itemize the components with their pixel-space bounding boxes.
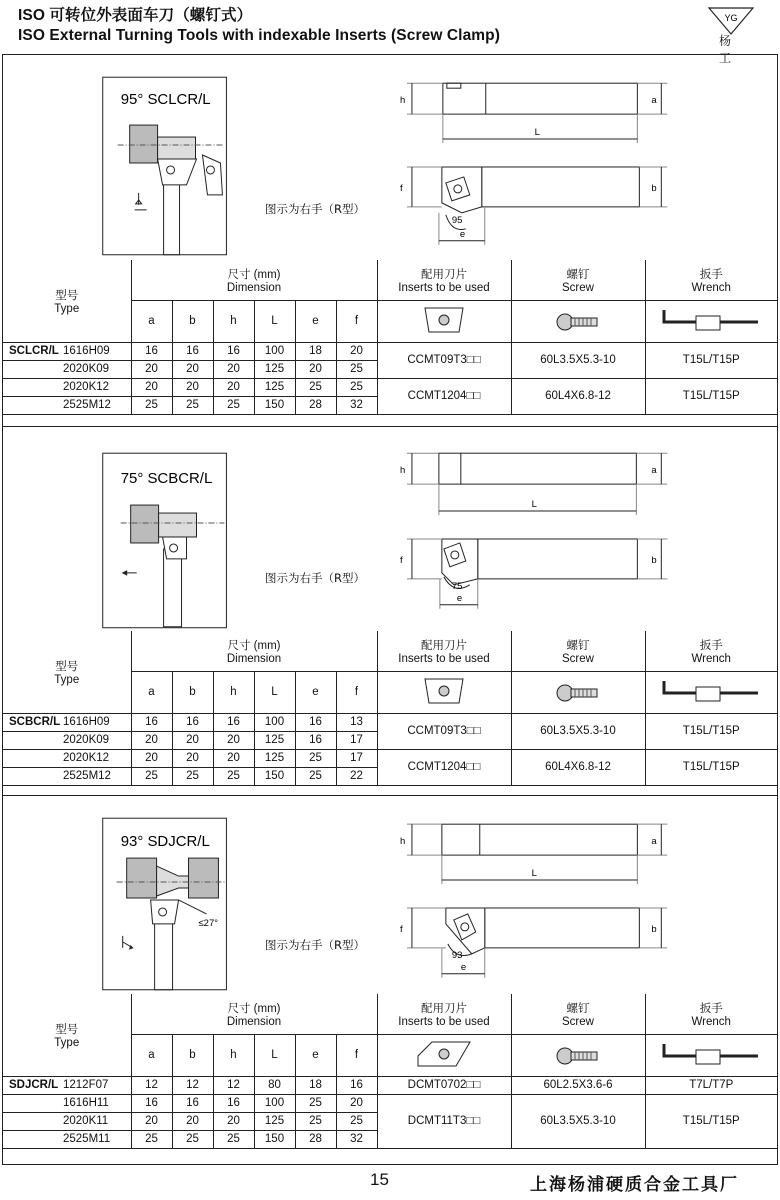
sdjcr-dim-l: L xyxy=(531,868,537,880)
type-suffix: 2020K12 xyxy=(63,381,110,393)
th-screw-cn: 螺钉 xyxy=(566,268,590,281)
cell-h: 12 xyxy=(213,1076,254,1094)
cell-h: 25 xyxy=(213,767,254,785)
cell-l: 125 xyxy=(254,360,295,378)
th-type-cn: 型号 xyxy=(55,289,79,302)
cell-h: 20 xyxy=(213,360,254,378)
th-wrench xyxy=(645,994,777,1034)
scbcr-dim-e: e xyxy=(456,592,463,604)
type-suffix: 1616H09 xyxy=(63,716,110,728)
cell-insert: DCMT0702□□ xyxy=(377,1076,511,1094)
cell-l: 125 xyxy=(254,1112,295,1130)
cell-a: 12 xyxy=(131,1076,172,1094)
cell-e: 25 xyxy=(295,1112,336,1130)
type-suffix: 2020K09 xyxy=(63,734,110,746)
type-suffix: 1616H11 xyxy=(63,1097,109,1109)
cell-f: 17 xyxy=(336,749,377,767)
header-title-en: ISO External Turning Tools with indexable Inserts (Screw Clamp) xyxy=(18,27,501,44)
th-wrench-en: Wrench xyxy=(691,652,731,665)
cell-e: 16 xyxy=(295,713,336,731)
insert-image-icon xyxy=(377,671,511,713)
sdjcr-dim-h: h xyxy=(399,836,406,848)
th-inserts xyxy=(377,994,511,1034)
th-inserts-cn: 配用刀片 xyxy=(421,268,467,281)
sclcr-table xyxy=(3,260,777,415)
sdjcr-dim-a: a xyxy=(651,836,657,848)
th-inserts-en: Inserts to be used xyxy=(398,281,490,294)
insert-image-icon xyxy=(377,1034,511,1076)
th-col-a: a xyxy=(131,300,172,342)
section-sdjcr xyxy=(3,795,777,1166)
cell-b: 20 xyxy=(172,378,213,396)
scbcr-dim-a: a xyxy=(651,465,657,477)
cell-f: 13 xyxy=(336,713,377,731)
cell-screw: 60L3.5X5.3-10 xyxy=(511,1094,645,1148)
th-inserts-en: Inserts to be used xyxy=(398,1015,490,1028)
th-dim-en: Dimension xyxy=(226,281,282,294)
th-screw-en: Screw xyxy=(562,281,594,294)
wrench-image-icon xyxy=(645,671,777,713)
sdjcr-angle: 93 xyxy=(451,949,463,961)
cell-l: 80 xyxy=(254,1076,295,1094)
sclcr-diagram xyxy=(3,55,777,260)
cell-b: 12 xyxy=(172,1076,213,1094)
cell-e: 18 xyxy=(295,1076,336,1094)
cell-b: 25 xyxy=(172,1130,213,1148)
cell-b: 25 xyxy=(172,396,213,414)
table-row-type xyxy=(3,1094,131,1112)
th-type xyxy=(3,994,131,1076)
table-row-type xyxy=(3,396,131,414)
cell-screw: 60L4X6.8-12 xyxy=(511,378,645,414)
cell-h: 16 xyxy=(213,1094,254,1112)
th-col-h: h xyxy=(213,1034,254,1076)
type-suffix: 2020K09 xyxy=(63,363,110,375)
cell-l: 150 xyxy=(254,1130,295,1148)
scbcr-dim-h: h xyxy=(399,465,406,477)
sdjcr-caption: 图示为右手（R型） xyxy=(265,938,365,952)
cell-e: 25 xyxy=(295,749,336,767)
th-screw-cn: 螺钉 xyxy=(566,639,590,652)
cell-a: 16 xyxy=(131,342,172,360)
th-type xyxy=(3,631,131,713)
cell-l: 125 xyxy=(254,731,295,749)
cell-f: 16 xyxy=(336,1076,377,1094)
th-col-e: e xyxy=(295,300,336,342)
th-type-en: Type xyxy=(54,673,80,686)
sdjcr-dim-b: b xyxy=(651,923,657,935)
cell-f: 20 xyxy=(336,1094,377,1112)
th-inserts xyxy=(377,631,511,671)
type-prefix: SCLCR/L xyxy=(9,345,59,357)
page-header xyxy=(18,6,500,46)
cell-wrench: T7L/T7P xyxy=(645,1076,777,1094)
scbcr-angle: 75 xyxy=(451,580,463,592)
cell-a: 16 xyxy=(131,713,172,731)
sclcr-title: 95° SCLCR/L xyxy=(120,91,211,109)
table-row-type xyxy=(3,360,131,378)
th-col-l: L xyxy=(254,300,295,342)
cell-l: 100 xyxy=(254,1094,295,1112)
cell-e: 28 xyxy=(295,1130,336,1148)
scbcr-title: 75° SCBCR/L xyxy=(120,470,213,488)
th-dim-en: Dimension xyxy=(226,652,282,665)
cell-b: 20 xyxy=(172,749,213,767)
table-row-type xyxy=(3,378,131,396)
th-dim-cn: 尺寸 (mm) xyxy=(227,1002,281,1015)
cell-screw: 60L3.5X5.3-10 xyxy=(511,713,645,749)
th-wrench-cn: 扳手 xyxy=(699,268,723,281)
cell-insert: DCMT11T3□□ xyxy=(377,1094,511,1148)
scbcr-diagram xyxy=(3,427,777,632)
insert-image-icon xyxy=(377,300,511,342)
cell-wrench: T15L/T15P xyxy=(645,378,777,414)
cell-h: 25 xyxy=(213,1130,254,1148)
cell-a: 20 xyxy=(131,1112,172,1130)
cell-wrench: T15L/T15P xyxy=(645,1094,777,1148)
th-dimension xyxy=(131,994,377,1034)
cell-f: 32 xyxy=(336,1130,377,1148)
type-prefix: SCBCR/L xyxy=(9,716,61,728)
wrench-image-icon xyxy=(645,300,777,342)
cell-b: 20 xyxy=(172,360,213,378)
cell-insert: CCMT09T3□□ xyxy=(377,342,511,378)
table-row-type xyxy=(3,731,131,749)
table-row-type xyxy=(3,749,131,767)
cell-wrench: T15L/T15P xyxy=(645,713,777,749)
cell-h: 25 xyxy=(213,396,254,414)
wrench-image-icon xyxy=(645,1034,777,1076)
page-number: 15 xyxy=(370,1170,389,1189)
type-suffix: 1212F07 xyxy=(63,1079,109,1091)
th-col-f: f xyxy=(336,671,377,713)
type-suffix: 2525M12 xyxy=(63,770,111,782)
sclcr-angle: 95 xyxy=(451,214,463,226)
th-col-e: e xyxy=(295,1034,336,1076)
th-col-a: a xyxy=(131,671,172,713)
th-screw-cn: 螺钉 xyxy=(566,1002,590,1015)
cell-e: 16 xyxy=(295,731,336,749)
th-wrench-cn: 扳手 xyxy=(699,1002,723,1015)
th-wrench xyxy=(645,631,777,671)
table-row-type xyxy=(3,342,131,360)
type-prefix: SDJCR/L xyxy=(9,1079,59,1091)
cell-a: 20 xyxy=(131,749,172,767)
table-row-type xyxy=(3,713,131,731)
scbcr-dim-b: b xyxy=(651,554,657,566)
th-wrench-en: Wrench xyxy=(691,281,731,294)
sclcr-dim-h: h xyxy=(399,95,406,107)
cell-a: 25 xyxy=(131,767,172,785)
cell-f: 32 xyxy=(336,396,377,414)
cell-b: 16 xyxy=(172,1094,213,1112)
cell-a: 20 xyxy=(131,360,172,378)
th-inserts-cn: 配用刀片 xyxy=(421,1002,467,1015)
th-col-l: L xyxy=(254,671,295,713)
cell-b: 20 xyxy=(172,1112,213,1130)
th-dim-cn: 尺寸 (mm) xyxy=(227,268,281,281)
th-type-en: Type xyxy=(54,1036,80,1049)
type-suffix: 1616H09 xyxy=(63,345,110,357)
cell-e: 25 xyxy=(295,378,336,396)
cell-f: 20 xyxy=(336,342,377,360)
cell-l: 125 xyxy=(254,749,295,767)
sclcr-dim-a: a xyxy=(651,95,657,107)
cell-screw: 60L4X6.8-12 xyxy=(511,749,645,785)
cell-a: 20 xyxy=(131,731,172,749)
cell-b: 16 xyxy=(172,342,213,360)
cell-f: 17 xyxy=(336,731,377,749)
section-sclcr xyxy=(3,55,777,426)
cell-h: 20 xyxy=(213,731,254,749)
scbcr-dim-l: L xyxy=(531,499,537,511)
cell-b: 25 xyxy=(172,767,213,785)
sclcr-dim-b: b xyxy=(651,182,657,194)
type-suffix: 2020K11 xyxy=(63,1115,109,1127)
company-name: 上海杨浦硬质合金工具厂 xyxy=(530,1175,739,1195)
cell-f: 25 xyxy=(336,360,377,378)
table-row-type xyxy=(3,1112,131,1130)
cell-screw: 60L2.5X3.6-6 xyxy=(511,1076,645,1094)
type-suffix: 2525M11 xyxy=(63,1133,111,1145)
cell-a: 25 xyxy=(131,396,172,414)
th-screw-en: Screw xyxy=(562,1015,594,1028)
cell-l: 125 xyxy=(254,378,295,396)
cell-e: 25 xyxy=(295,1094,336,1112)
cell-insert: CCMT1204□□ xyxy=(377,378,511,414)
th-col-h: h xyxy=(213,671,254,713)
sclcr-dim-e: e xyxy=(459,228,466,240)
cell-e: 28 xyxy=(295,396,336,414)
catalog-page xyxy=(2,54,778,1165)
cell-b: 16 xyxy=(172,713,213,731)
th-col-l: L xyxy=(254,1034,295,1076)
cell-a: 20 xyxy=(131,378,172,396)
screw-image-icon xyxy=(511,300,645,342)
table-row-type xyxy=(3,1130,131,1148)
th-screw xyxy=(511,994,645,1034)
cell-e: 20 xyxy=(295,360,336,378)
scbcr-table xyxy=(3,631,777,786)
cell-insert: CCMT1204□□ xyxy=(377,749,511,785)
th-col-f: f xyxy=(336,300,377,342)
cell-h: 20 xyxy=(213,1112,254,1130)
th-wrench xyxy=(645,260,777,300)
sclcr-dim-l: L xyxy=(534,127,540,139)
th-inserts-cn: 配用刀片 xyxy=(421,639,467,652)
th-screw xyxy=(511,260,645,300)
sdjcr-angle2: ≤27° xyxy=(198,917,219,929)
th-col-b: b xyxy=(172,300,213,342)
cell-f: 25 xyxy=(336,378,377,396)
sdjcr-dim-f: f xyxy=(399,923,403,935)
type-suffix: 2525M12 xyxy=(63,399,111,411)
th-screw-en: Screw xyxy=(562,652,594,665)
cell-f: 22 xyxy=(336,767,377,785)
sdjcr-diagram xyxy=(3,796,777,996)
header-title-cn: ISO 可转位外表面车刀（螺钉式） xyxy=(18,7,253,24)
cell-h: 16 xyxy=(213,713,254,731)
scbcr-caption: 图示为右手（R型） xyxy=(265,571,365,585)
screw-image-icon xyxy=(511,671,645,713)
sdjcr-dim-e: e xyxy=(460,961,467,973)
th-wrench-en: Wrench xyxy=(691,1015,731,1028)
cell-l: 150 xyxy=(254,767,295,785)
sdjcr-title: 93° SDJCR/L xyxy=(120,833,210,851)
cell-h: 16 xyxy=(213,342,254,360)
cell-f: 25 xyxy=(336,1112,377,1130)
cell-a: 16 xyxy=(131,1094,172,1112)
cell-l: 150 xyxy=(254,396,295,414)
th-type xyxy=(3,260,131,342)
th-type-en: Type xyxy=(54,302,80,315)
table-row-type xyxy=(3,767,131,785)
th-dimension xyxy=(131,631,377,671)
th-type-cn: 型号 xyxy=(55,1023,79,1036)
th-col-e: e xyxy=(295,671,336,713)
sclcr-dim-f: f xyxy=(399,182,403,194)
cell-l: 100 xyxy=(254,713,295,731)
th-dim-en: Dimension xyxy=(226,1015,282,1028)
cell-h: 20 xyxy=(213,378,254,396)
th-wrench-cn: 扳手 xyxy=(699,639,723,652)
cell-b: 20 xyxy=(172,731,213,749)
sclcr-caption: 图示为右手（R型） xyxy=(265,202,365,216)
th-screw xyxy=(511,631,645,671)
cell-wrench: T15L/T15P xyxy=(645,342,777,378)
logo-text: YG xyxy=(724,13,738,23)
th-col-h: h xyxy=(213,300,254,342)
th-inserts-en: Inserts to be used xyxy=(398,652,490,665)
cell-wrench: T15L/T15P xyxy=(645,749,777,785)
th-col-f: f xyxy=(336,1034,377,1076)
table-row-type xyxy=(3,1076,131,1094)
th-dimension xyxy=(131,260,377,300)
cell-insert: CCMT09T3□□ xyxy=(377,713,511,749)
type-suffix: 2020K12 xyxy=(63,752,110,764)
th-col-b: b xyxy=(172,671,213,713)
cell-screw: 60L3.5X5.3-10 xyxy=(511,342,645,378)
sdjcr-table xyxy=(3,994,777,1149)
th-col-a: a xyxy=(131,1034,172,1076)
th-type-cn: 型号 xyxy=(55,660,79,673)
cell-e: 18 xyxy=(295,342,336,360)
cell-a: 25 xyxy=(131,1130,172,1148)
th-inserts xyxy=(377,260,511,300)
cell-l: 100 xyxy=(254,342,295,360)
screw-image-icon xyxy=(511,1034,645,1076)
cell-e: 25 xyxy=(295,767,336,785)
section-scbcr xyxy=(3,426,777,796)
th-col-b: b xyxy=(172,1034,213,1076)
scbcr-dim-f: f xyxy=(399,554,403,566)
cell-h: 20 xyxy=(213,749,254,767)
brand-name: 杨 工 xyxy=(718,34,745,65)
th-dim-cn: 尺寸 (mm) xyxy=(227,639,281,652)
